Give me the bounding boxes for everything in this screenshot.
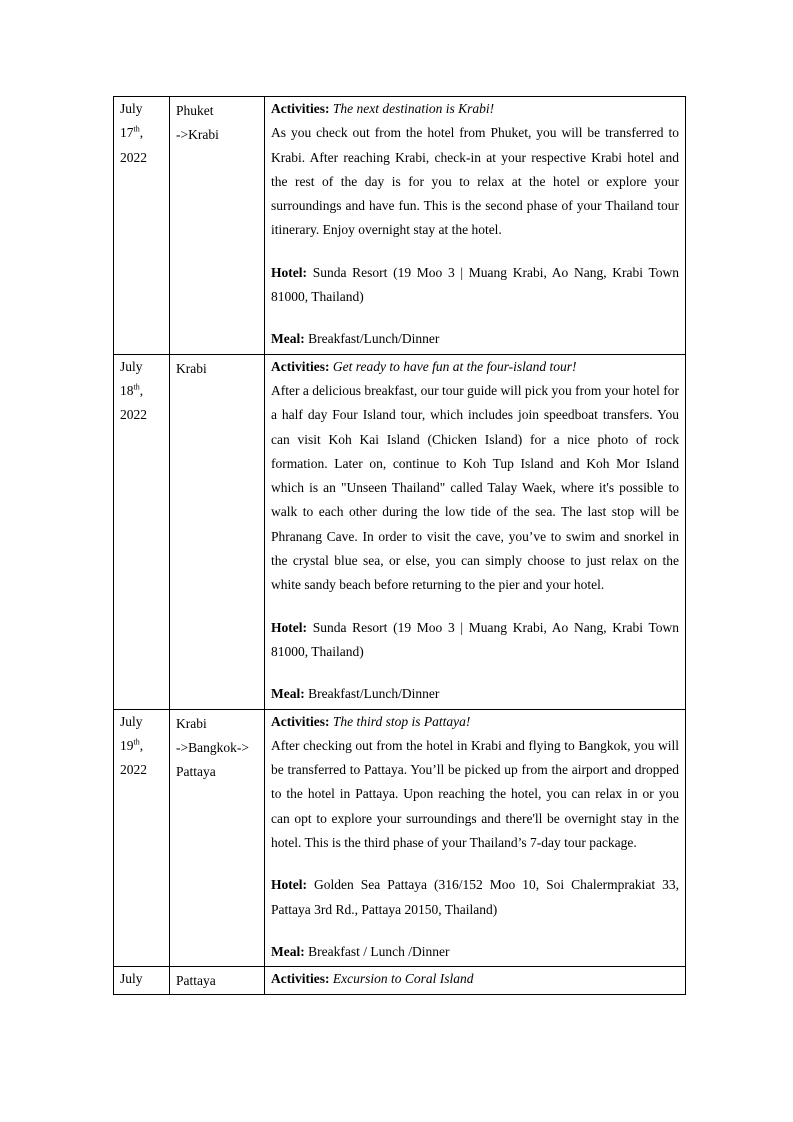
details-cell bbox=[265, 709, 686, 967]
hotel-value: Sunda Resort (19 Moo 3 | Muang Krabi, Ao Nang, Krabi Town 81000, Thailand) bbox=[271, 264, 680, 305]
hotel-line bbox=[271, 873, 679, 922]
route-line: Pattaya bbox=[176, 973, 216, 989]
meal-label: Meal: bbox=[271, 331, 305, 347]
meal-value: Breakfast/Lunch/Dinner bbox=[308, 686, 440, 702]
route-cell bbox=[170, 97, 265, 355]
date-year: 2022 bbox=[120, 407, 147, 423]
hotel-label: Hotel: bbox=[271, 619, 307, 635]
date-cell bbox=[114, 709, 170, 967]
activities-title: Get ready to have fun at the four-island tour! bbox=[332, 358, 577, 374]
date-month: July bbox=[120, 971, 143, 987]
hotel-label: Hotel: bbox=[271, 877, 307, 893]
details-cell bbox=[265, 97, 686, 355]
activities-label: Activities: bbox=[271, 713, 330, 729]
itinerary-table bbox=[113, 96, 686, 995]
hotel-line bbox=[271, 616, 679, 665]
activity-description: As you check out from the hotel from Phuket, you will be transferred to Krabi. After reaching Krabi, check-in at your respective Krabi hotel and the rest of the day is for you to relax at the hotel or explore your surroundings and have fun. This is the second phase of your Thailand tour itinerary. Enjoy overnight stay at the hotel. bbox=[271, 125, 679, 238]
meal-line bbox=[271, 327, 679, 351]
route-cell bbox=[170, 354, 265, 709]
hotel-value: Golden Sea Pattaya (316/152 Moo 10, Soi Chalermprakiat 33, Pattaya 3rd Rd., Pattaya 20150, Thailand) bbox=[271, 877, 680, 917]
activity-description: After a delicious breakfast, our tour guide will pick you from your hotel for a half day Four Island tour, which includes join speedboat transfers. You can visit Koh Kai Island (Chicken Island) for a nice photo of rock formation. Later on, continue to Koh Tup Island and Koh Mor Island which is an "Unseen Thailand" called Talay Waek, where it's possible to walk to each other during the low tide of the sea. The last stop will be Phranang Cave. In order to visit the cave, you’ve to swim and snorkel in the crystal blue sea, or else, you can simply choose to just relax on the white sandy beach before returning to the pier and your hotel. bbox=[271, 382, 679, 593]
date-cell bbox=[114, 967, 170, 994]
activities-label: Activities: bbox=[271, 971, 330, 987]
activities-label: Activities: bbox=[271, 358, 330, 374]
activities-title: The next destination is Krabi! bbox=[332, 101, 495, 116]
table-row bbox=[114, 354, 686, 709]
activities-title: The third stop is Pattaya! bbox=[332, 713, 471, 729]
date-year: 2022 bbox=[120, 149, 147, 165]
date-month: July bbox=[120, 101, 143, 116]
hotel-label: Hotel: bbox=[271, 264, 307, 280]
date-month: July bbox=[120, 358, 143, 374]
activities-title: Excursion to Coral Island bbox=[332, 971, 474, 987]
meal-line bbox=[271, 682, 679, 706]
details-cell bbox=[265, 354, 686, 709]
route-line: Krabi bbox=[176, 360, 207, 376]
meal-value: Breakfast/Lunch/Dinner bbox=[308, 331, 440, 347]
date-year: 2022 bbox=[120, 762, 147, 778]
route-cell bbox=[170, 967, 265, 994]
date-day: 17th, bbox=[120, 124, 144, 141]
activities-line bbox=[271, 355, 679, 379]
details-cell bbox=[265, 967, 686, 994]
table-row bbox=[114, 97, 686, 355]
meal-line bbox=[271, 940, 679, 964]
meal-label: Meal: bbox=[271, 686, 305, 702]
activities-line bbox=[271, 710, 679, 734]
route-line: ->Bangkok-> bbox=[176, 739, 249, 755]
date-month: July bbox=[120, 713, 143, 729]
hotel-value: Sunda Resort (19 Moo 3 | Muang Krabi, Ao Nang, Krabi Town 81000, Thailand) bbox=[271, 619, 680, 659]
hotel-line bbox=[271, 261, 679, 310]
meal-value: Breakfast / Lunch /Dinner bbox=[308, 943, 450, 959]
meal-label: Meal: bbox=[271, 943, 305, 959]
route-line: Phuket bbox=[176, 103, 214, 118]
date-cell bbox=[114, 354, 170, 709]
activities-line bbox=[271, 97, 679, 121]
route-line: ->Krabi bbox=[176, 127, 219, 143]
date-cell bbox=[114, 97, 170, 355]
route-cell bbox=[170, 709, 265, 967]
date-day: 18th, bbox=[120, 382, 144, 398]
route-line: Krabi bbox=[176, 715, 207, 731]
activities-label: Activities: bbox=[271, 101, 330, 116]
activity-description: After checking out from the hotel in Krabi and flying to Bangkok, you will be transferred to Pattaya. You’ll be picked up from the airport and dropped to the hotel in Pattaya. Upon reaching the hotel, you can relax in or you can opt to explore your surroundings and there'll be overnight stay in the hotel. This is the third phase of your Thailand’s 7-day tour package. bbox=[271, 737, 679, 851]
date-day: 19th, bbox=[120, 737, 144, 753]
table-row bbox=[114, 967, 686, 994]
route-line: Pattaya bbox=[176, 764, 216, 780]
table-row bbox=[114, 709, 686, 967]
activities-line bbox=[271, 967, 679, 991]
